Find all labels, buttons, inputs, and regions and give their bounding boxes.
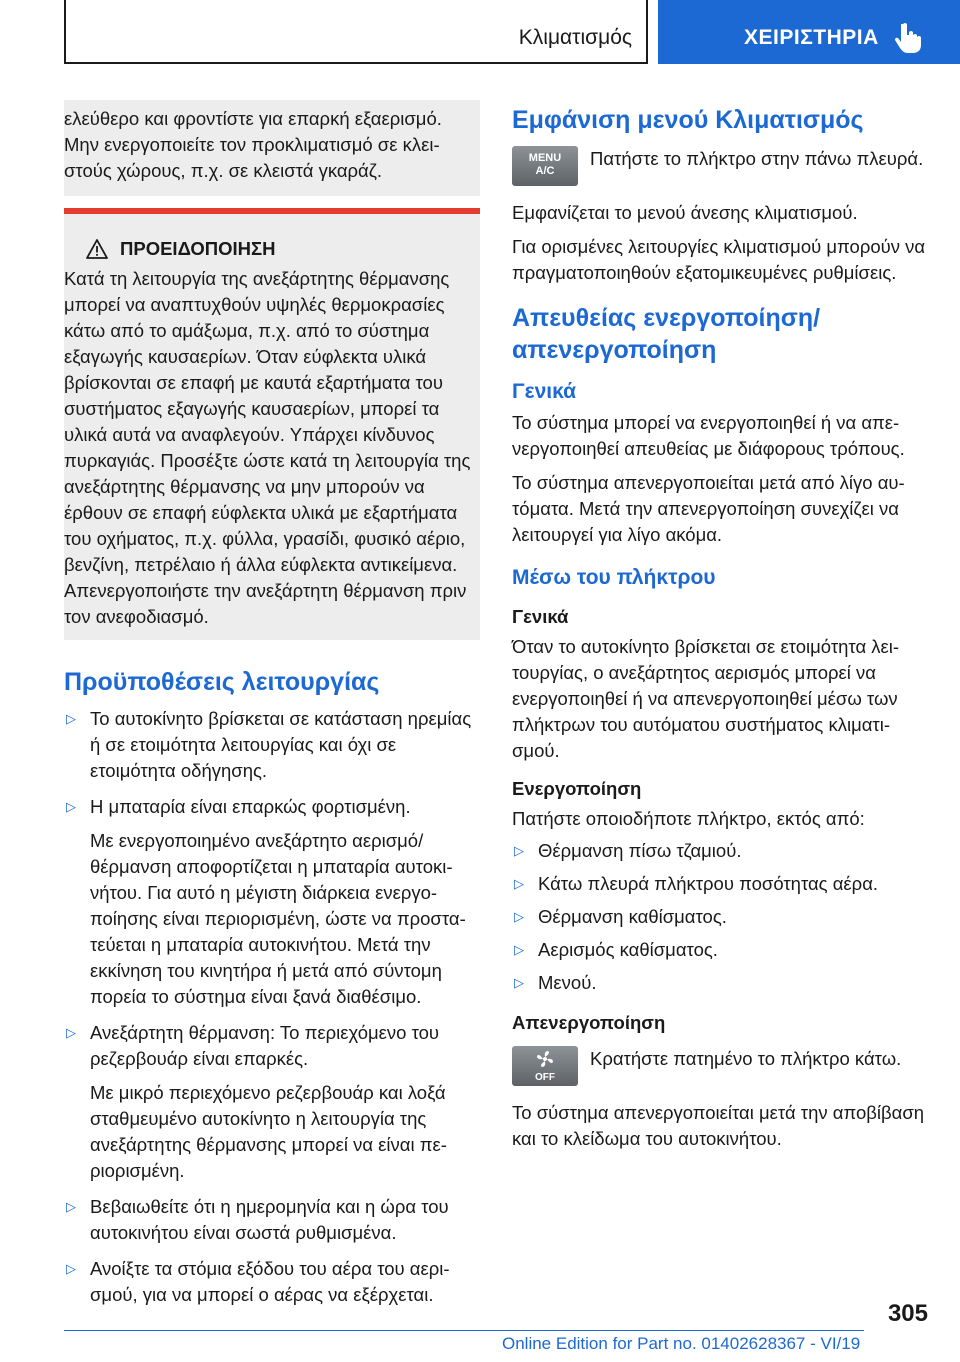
list-item: ▷ Κάτω πλευρά πλήκτρου ποσότητας αέρα. [512,871,928,897]
fan-off-key-icon: OFF [512,1046,578,1086]
deactivation-heading: Απενεργοποίηση [512,1012,666,1033]
button-general-heading: Γενικά [512,606,569,627]
header-chapter-tab [64,0,648,64]
off-key-instruction: Κρατήστε πατημένο το πλήκτρο κάτω. [590,1048,902,1069]
warning-text: Κατά τη λειτουργία της ανεξάρτητης θέρμανσης μπορεί να αναπτυχθούν υψηλές θερμοκρασίες κάτω από το αμάξωμα, π.χ. από το σύστημα εξαγωγής καυσαερίων. Όταν εύφλεκτα υλικά βρίσκονται σε επαφή με καυτά εξαρτήματα του συστήματος εξαγωγής καυσαερίων, μπορεί τα υλικά αυτά να αναφλεγούν. Υπάρχει κίνδυνος πυρκαγιάς. Προσέξτε ώστε κατά τη λειτουργία της ανεξάρτητης θέρμανσης να μην μπορούν να έρθουν σε επαφή εύφλεκτα υλικά με εξαρτήματα του οχήματος, π.χ. φύλλα, γρασίδι, φυσικό αέριο, βενζίνη, πετρέλαιο ή άλλα εύφλεκτα αντικείμενα. Απενεργοποιήστε την ανεξάρτητη θέρμανση πριν τον ανεφοδιασμό. [64,268,471,627]
manual-section-tab [658,0,960,64]
fan-icon [534,1050,556,1068]
prerequisites-section [64,666,480,1308]
direct-section-title: Απευθείας ενεργοποίηση/ απενεργοποίηση [512,304,821,364]
list-item: ▷ Μενού. [512,970,928,996]
list-item: ▷ Το αυτοκίνητο βρίσκεται σε κατάσταση ηρεμίας ή σε ετοιμότητα λειτουργίας και όχι σε ετοιμότητα οδήγησης. [66,708,472,781]
triangle-bullet-icon: ▷ [66,1025,76,1040]
list-item: ▷ Ανοίξτε τα στόμια εξόδου του αέρα του αερισμού, για να μπορεί ο αέρας να εξέρχεται. [66,1258,450,1305]
continued-text-box [64,100,480,196]
continued-paragraph: ελεύθερο και φροντίστε για επαρκή εξαερισμό. Μην ενεργοποιείτε τον προκλιματισμό σε κλειστούς χώρους, π.χ. σε κλειστά γκαράζ. [64,108,442,181]
triangle-bullet-icon: ▷ [514,909,524,924]
list-item: ▷ Ανεξάρτητη θέρμανση: Το περιεχόμενο του ρεζερβουάρ είναι επαρκές. [66,1022,440,1069]
menu-key-row [512,146,928,186]
menu-section-title: Εμφάνιση μενού Κλιματισμός [512,106,864,134]
right-column [512,104,928,1152]
paragraph: Για ορισμένες λειτουργίες κλιματισμού μπορούν να πραγματοποιηθούν εξατομικευμένες ρυθμίσεις. [512,236,926,283]
triangle-bullet-icon: ▷ [66,799,76,814]
list-item: ▷ Θέρμανση καθίσματος. [512,904,928,930]
triangle-bullet-icon: ▷ [66,1199,76,1214]
paragraph: Όταν το αυτοκίνητο βρίσκεται σε ετοιμότητα λειτουργίας, ο ανεξάρτητος αερισμός μπορεί να ενεργοποιηθεί ή να απενεργοποιηθεί μέσω των πλήκτρων του αυτόματου συστήματος κλιματισμού. [512,636,900,761]
menu-key-instruction: Πατήστε το πλήκτρο στην πάνω πλευρά. [590,148,924,169]
button-subtitle: Μέσω του πλήκτρου [512,566,716,589]
edition-text: Online Edition for Part no. 01402628367 - VI/19 [502,1334,861,1353]
paragraph: Εμφανίζεται το μενού άνεσης κλιματισμού. [512,202,858,223]
triangle-bullet-icon: ▷ [66,1261,76,1276]
page-number: 305 [887,1300,928,1327]
off-key-row [512,1046,928,1086]
triangle-bullet-icon: ▷ [514,942,524,957]
paragraph: Το σύστημα απενεργοποιείται μετά από λίγο αυτόματα. Μετά την απενεργοποίηση συνεχίζει να λειτουργεί για λίγο ακόμα. [512,472,905,545]
paragraph: Το σύστημα απενεργοποιείται μετά την αποβίβαση και το κλείδωμα του αυτοκινήτου. [512,1102,925,1149]
prerequisites-title: Προϋποθέσεις λειτουργίας [64,668,380,696]
triangle-bullet-icon: ▷ [514,843,524,858]
triangle-bullet-icon: ▷ [514,876,524,891]
paragraph: Το σύστημα μπορεί να ενεργοποιηθεί ή να απενεργοποιηθεί απευθείας με διάφορους τρόπους. [512,412,905,459]
warning-box [64,208,480,640]
warning-heading [86,236,474,262]
triangle-bullet-icon: ▷ [514,975,524,990]
menu-ac-key-icon: MENU A/C [512,146,578,186]
hand-pointer-icon [894,22,924,54]
footer-divider [64,1330,864,1331]
list-item: ▷ Βεβαιωθείτε ότι η ημερομηνία και η ώρα του αυτοκινήτου είναι σωστά ρυθμισμένα. [66,1196,449,1243]
warning-title: ΠΡΟΕΙΔΟΠΟΙΗΣΗ [120,238,276,259]
list-item: ▷ Η μπαταρία είναι επαρκώς φορτισμένη. [64,794,480,820]
list-item: ▷ Αερισμός καθίσματος. [512,937,928,963]
triangle-bullet-icon: ▷ [66,711,76,726]
general-subtitle: Γενικά [512,380,577,403]
activation-heading: Ενεργοποίηση [512,778,642,799]
paragraph: Πατήστε οποιοδήποτε πλήκτρο, εκτός από: [512,808,865,829]
list-item: ▷ Θέρμανση πίσω τζαμιού. [512,838,928,864]
section-label: ΧΕΙΡΙΣΤΗΡΙΑ [744,26,879,49]
chapter-title: Κλιματισμός [518,26,632,49]
battery-note: Με ενεργοποιημένο ανεξάρτητο αερισμό/ θέρμανση αποφορτίζεται η μπαταρία αυτοκινήτου. Για αυτό η μέγιστη διάρκεια ενεργοποίησης είναι περιορισμένη, ώστε να προστατεύεται η μπαταρία αυτοκινήτου. Μετά την εκκίνηση του κινητήρα ή μετά από σύντομη πορεία το σύστημα είναι ξανά διαθέσιμο. [90,830,466,1007]
warning-triangle-icon [86,239,108,259]
tank-note: Με μικρό περιεχόμενο ρεζερβουάρ και λοξά σταθμευμένο αυτοκίνητο η λειτουργία της ανεξάρτητης θέρμανσης μπορεί να είναι περιορισμένη. [90,1082,447,1181]
